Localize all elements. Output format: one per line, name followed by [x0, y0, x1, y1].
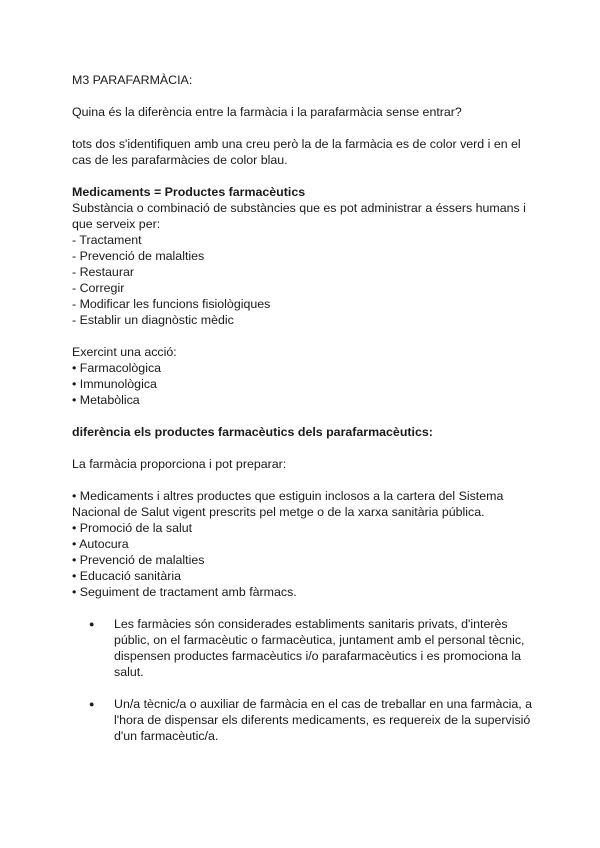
difference-list-item: • Prevenció de malalties	[72, 553, 205, 567]
uses-list-item: - Restaurar	[72, 265, 134, 279]
action-list	[72, 360, 542, 408]
difference-heading: diferència els productes farmacèutics dels parafarmacèutics:	[72, 425, 433, 439]
action-list-item: • Farmacològica	[72, 361, 162, 375]
note-item: ● Un/a tècnic/a o auxiliar de farmàcia en el cas de treballar en una farmàcia, a l'hora de dispensar els diferents medicaments, es requereix de la supervisió d'un farmacèutic/a.	[72, 696, 542, 744]
answer-text: tots dos s'identifiquen amb una creu però la de la farmàcia es de color verd i en el cas de les parafarmàcies de color blau.	[72, 137, 521, 167]
medicaments-heading: Medicaments = Productes farmacèutics	[72, 185, 306, 199]
uses-list-item: - Tractament	[72, 233, 142, 247]
uses-list-item: - Establir un diagnòstic mèdic	[72, 313, 234, 327]
uses-list	[72, 232, 542, 328]
document-page	[72, 72, 542, 744]
note-item: ● Les farmàcies són considerades establiments sanitaris privats, d'interès públic, on el farmacèutic o farmacèutica, juntament amb el personal tècnic, dispensen productes farmacèutics i/o parafarmacèutics i es promociona la salut.	[72, 616, 542, 680]
difference-intro: La farmàcia proporciona i pot preparar:	[72, 457, 287, 471]
page-title: M3 PARAFARMÀCIA:	[72, 73, 193, 87]
action-label: Exercint una acció:	[72, 345, 177, 359]
difference-list-item: • Autocura	[72, 537, 129, 551]
uses-list-item: - Prevenció de malalties	[72, 249, 205, 263]
question-text: Quina és la diferència entre la farmàcia i la parafarmàcia sense entrar?	[72, 105, 462, 119]
notes-list	[72, 616, 542, 744]
difference-list-item: • Promoció de la salut	[72, 521, 193, 535]
action-list-item: • Immunològica	[72, 377, 157, 391]
medicaments-definition: Substància o combinació de substàncies que es pot administrar a éssers humans i que serveix per:	[72, 201, 526, 231]
difference-list-item: • Educació sanitària	[72, 569, 182, 583]
uses-list-item: - Corregir	[72, 281, 125, 295]
difference-first-item: • Medicaments i altres productes que estiguin inclosos a la cartera del Sistema Nacional de Salut vigent prescrits pel metge o de la xarxa sanitària pública.	[72, 489, 504, 519]
uses-list-item: - Modificar les funcions fisiològiques	[72, 297, 271, 311]
action-list-item: • Metabòlica	[72, 393, 140, 407]
difference-list-item: • Seguiment de tractament amb fàrmacs.	[72, 585, 297, 599]
difference-list	[72, 520, 542, 600]
